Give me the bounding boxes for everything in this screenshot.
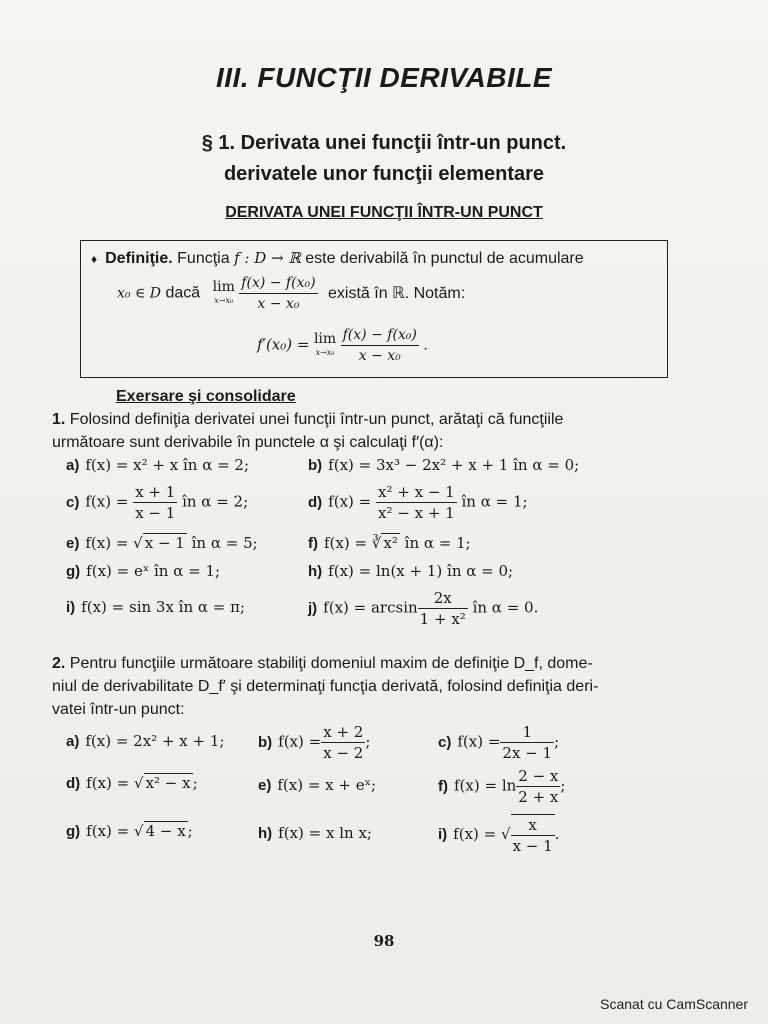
ex2-item-e bbox=[258, 776, 376, 794]
item-denominator: x − 2 bbox=[323, 744, 364, 762]
fraction-numerator: f(x) − f(x₀) bbox=[239, 273, 317, 294]
item-radicand: 4 − x bbox=[145, 822, 186, 840]
item-post: în α = 1; bbox=[461, 492, 528, 511]
item-post: în α = 0. bbox=[472, 598, 539, 617]
definition-box bbox=[80, 240, 668, 378]
ex1-item-i bbox=[66, 598, 245, 616]
fraction-numerator2: f(x) − f(x₀) bbox=[341, 325, 419, 346]
ex1-item-d bbox=[308, 482, 528, 523]
item-label: f) bbox=[438, 777, 448, 795]
item-denominator: 2x − 1 bbox=[502, 744, 553, 762]
item-expr: f(x) = x² + x în α = 2; bbox=[85, 456, 250, 474]
item-pre: f(x) = bbox=[278, 732, 322, 751]
limit-sub: x→x₀ bbox=[214, 296, 234, 305]
page-number: 98 bbox=[373, 932, 395, 950]
item-numerator: 2 − x bbox=[518, 767, 559, 785]
item-pre: f(x) = √ bbox=[86, 774, 144, 792]
exercise-2-text3: vatei într-un punct: bbox=[52, 701, 185, 718]
limit-label: lim bbox=[212, 279, 235, 295]
item-pre: f(x) = ∛ bbox=[324, 534, 382, 552]
exercises-heading: Exersare şi consolidare bbox=[116, 388, 296, 405]
item-label: f) bbox=[308, 535, 318, 552]
definition-text2: este derivabilă în punctul de acumulare bbox=[305, 250, 584, 267]
item-expr: f(x) = eˣ în α = 1; bbox=[86, 562, 221, 580]
definition-line2 bbox=[117, 273, 657, 314]
exercise-1-text-a: Folosind definiţia derivatei unei funcţii într-un punct, arătaţi că funcţiile bbox=[69, 411, 564, 428]
exercise-2-text1: Pentru funcţiile următoare stabiliţi domeniul maxim de definiţie D_f, dome- bbox=[69, 655, 593, 672]
item-label: g) bbox=[66, 563, 81, 580]
item-label: i) bbox=[438, 826, 448, 843]
item-label: e) bbox=[66, 535, 80, 552]
fraction-denominator2: x − x₀ bbox=[358, 348, 401, 364]
fraction-denominator: x − x₀ bbox=[257, 296, 300, 312]
item-expr: f(x) = x + eˣ; bbox=[277, 776, 377, 794]
item-radicand: x² bbox=[383, 534, 398, 552]
definition-fraction bbox=[239, 273, 317, 314]
exercise-2-statement bbox=[52, 652, 676, 721]
item-label: h) bbox=[308, 563, 323, 580]
definition-line1 bbox=[91, 247, 663, 271]
ex1-item-h bbox=[308, 562, 513, 580]
item-label: j) bbox=[308, 599, 318, 617]
ex1-item-b bbox=[308, 456, 579, 474]
item-post: ; bbox=[554, 732, 560, 751]
item-denominator: x − 1 bbox=[135, 504, 176, 522]
item-expr: f(x) = 2x² + x + 1; bbox=[85, 732, 225, 750]
item-radicand: x² − x bbox=[145, 774, 191, 792]
item-post: în α = 5; bbox=[191, 534, 258, 552]
ex1-item-e bbox=[66, 534, 258, 552]
item-label: d) bbox=[308, 493, 323, 511]
item-pre: f(x) = bbox=[328, 492, 372, 511]
chapter-title: III. FUNCŢII DERIVABILE bbox=[215, 62, 553, 93]
ex1-item-j bbox=[308, 588, 538, 629]
ex1-item-a bbox=[66, 456, 249, 474]
ex2-item-b bbox=[258, 722, 370, 763]
item-post: ; bbox=[365, 732, 371, 751]
item-pre: f(x) = √ bbox=[85, 534, 143, 552]
ex2-item-g bbox=[66, 822, 193, 840]
item-expr: f(x) = x ln x; bbox=[278, 824, 372, 842]
item-label: b) bbox=[258, 733, 273, 751]
item-post: ; bbox=[560, 776, 566, 795]
item-label: d) bbox=[66, 775, 81, 792]
item-pre: f(x) = ln bbox=[454, 776, 517, 795]
item-pre: f(x) = √ bbox=[86, 822, 144, 840]
item-post: ; bbox=[187, 822, 193, 840]
ex1-item-f bbox=[308, 534, 471, 552]
ex1-item-g bbox=[66, 562, 220, 580]
definition-label: Definiţie. bbox=[105, 250, 173, 267]
item-label: b) bbox=[308, 457, 323, 474]
item-post: . bbox=[554, 825, 560, 843]
scanner-watermark: Scanat cu CamScanner bbox=[600, 996, 748, 1012]
item-numerator: x bbox=[511, 815, 555, 836]
item-pre: f(x) = √ bbox=[453, 825, 511, 843]
item-label: a) bbox=[66, 457, 80, 474]
definition-line3 bbox=[257, 325, 557, 366]
exercise-1-statement bbox=[52, 408, 676, 454]
item-label: e) bbox=[258, 777, 272, 794]
item-pre: f(x) = bbox=[457, 732, 501, 751]
item-expr: f(x) = ln(x + 1) în α = 0; bbox=[328, 562, 514, 580]
item-pre: f(x) = arcsin bbox=[323, 598, 418, 617]
item-numerator: x² + x − 1 bbox=[378, 483, 455, 501]
exercise-1-text-b: următoare sunt derivabile în punctele α şi calculaţi f′(α): bbox=[52, 434, 444, 451]
item-expr: f(x) = 3x³ − 2x² + x + 1 în α = 0; bbox=[328, 456, 580, 474]
item-pre: f(x) = bbox=[85, 492, 129, 511]
definition-func: f : D → ℝ bbox=[234, 249, 301, 267]
definition-exista: există în ℝ. Notăm: bbox=[328, 284, 466, 302]
exercise-2-number: 2. bbox=[52, 655, 66, 672]
item-label: h) bbox=[258, 825, 273, 842]
section-title-line1: § 1. Derivata unei funcţii într-un punct. bbox=[201, 132, 567, 154]
ex1-item-c bbox=[66, 482, 248, 523]
item-denominator: 1 + x² bbox=[419, 610, 466, 628]
definition-x0: x₀ ∈ D bbox=[117, 285, 161, 302]
exercise-1-line1 bbox=[52, 408, 676, 431]
ex2-item-f bbox=[438, 766, 565, 807]
ex2-item-c bbox=[438, 722, 559, 763]
section-title-line2: derivatele unor funcţii elementare bbox=[223, 163, 545, 185]
ex2-item-d bbox=[66, 774, 198, 792]
subheading: DERIVATA UNEI FUNCŢII ÎNTR-UN PUNCT bbox=[225, 204, 543, 221]
exercise-2-text2: niul de derivabilitate D_f′ şi determinaţi funcţia derivată, folosind definiţia deri- bbox=[52, 678, 599, 695]
item-numerator: 1 bbox=[500, 722, 554, 743]
ex2-item-a bbox=[66, 732, 224, 750]
definition-daca: dacă bbox=[165, 284, 201, 302]
item-numerator: 2x bbox=[418, 588, 468, 609]
item-post: ; bbox=[192, 774, 198, 792]
section-title bbox=[0, 128, 768, 190]
definition-limit bbox=[213, 279, 235, 308]
item-denominator: 2 + x bbox=[518, 788, 559, 806]
limit-sub2: x→x₀ bbox=[315, 348, 335, 357]
item-label: i) bbox=[66, 599, 76, 616]
item-denominator: x − 1 bbox=[512, 837, 553, 855]
ex2-item-i bbox=[438, 814, 559, 856]
item-label: a) bbox=[66, 733, 80, 750]
definition-fprime: f′(x₀) = bbox=[257, 335, 310, 354]
item-label: c) bbox=[66, 493, 80, 511]
exercise-1-number: 1. bbox=[52, 411, 66, 428]
item-post: în α = 1; bbox=[404, 534, 471, 552]
item-expr: f(x) = sin 3x în α = π; bbox=[81, 598, 246, 616]
item-post: în α = 2; bbox=[182, 492, 249, 511]
item-radicand: x − 1 bbox=[144, 534, 185, 552]
item-label: c) bbox=[438, 733, 452, 751]
definition-fraction2 bbox=[341, 325, 419, 366]
definition-text1: Funcţia bbox=[177, 250, 230, 267]
ex2-item-h bbox=[258, 824, 372, 842]
item-numerator: x + 1 bbox=[135, 483, 176, 501]
item-numerator: x + 2 bbox=[323, 723, 364, 741]
definition-end: . bbox=[423, 336, 428, 354]
item-denominator: x² − x + 1 bbox=[378, 504, 455, 522]
bullet-icon: ♦ bbox=[91, 252, 98, 266]
definition-limit2 bbox=[314, 331, 336, 360]
limit-label2: lim bbox=[313, 331, 337, 347]
exercise-2-line1 bbox=[52, 652, 676, 675]
item-label: g) bbox=[66, 823, 81, 840]
